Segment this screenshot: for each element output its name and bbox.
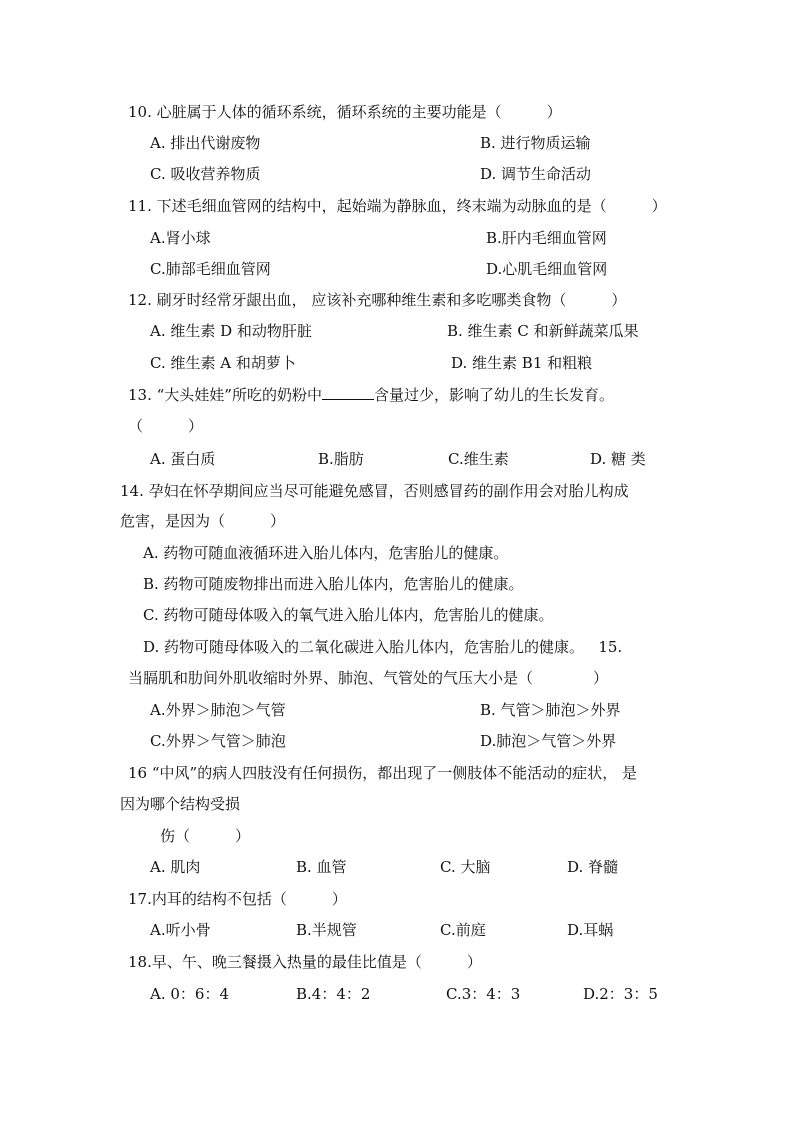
- question-15-option-b: B. 气管＞肺泡＞外界: [480, 701, 621, 719]
- question-13-stem-before: 13. “大头娃娃”所吃的奶粉中: [128, 386, 322, 404]
- question-12-option-b: B. 维生素 C 和新鲜蔬菜瓜果: [447, 322, 639, 340]
- question-16-option-d: D. 脊髓: [567, 858, 619, 876]
- question-11-option-a: A.肾小球: [150, 229, 211, 247]
- question-16-stem-line2: 因为哪个结构受损: [120, 795, 241, 813]
- question-13-option-b: B.脂肪: [318, 450, 364, 468]
- question-10-stem: 10. 心脏属于人体的循环系统，循环系统的主要功能是（ ）: [128, 103, 562, 121]
- question-12-option-d: D. 维生素 B1 和粗粮: [451, 354, 593, 372]
- question-13-stem-line2: （ ）: [128, 417, 204, 435]
- question-18-stem: 18.早、午、晚三餐摄入热量的最佳比值是（ ）: [128, 953, 482, 971]
- question-16-option-c: C. 大脑: [440, 858, 491, 876]
- fill-in-blank: [322, 385, 374, 400]
- question-13-option-d: D. 糖 类: [590, 450, 646, 468]
- question-11-option-c: C.肺部毛细血管网: [150, 260, 271, 278]
- question-13-stem: [128, 385, 614, 405]
- question-16-option-b: B. 血管: [296, 858, 347, 876]
- question-11-option-b: B.肝内毛细血管网: [486, 229, 607, 247]
- question-15-option-d: D.肺泡＞气管＞外界: [480, 732, 617, 750]
- question-17-option-b: B.半规管: [296, 921, 357, 939]
- question-18-option-a: A. 0：6：4: [150, 985, 229, 1003]
- question-15-option-a: A.外界＞肺泡＞气管: [150, 701, 286, 719]
- question-13-option-c: C.维生素: [448, 450, 509, 468]
- question-10-option-a: A. 排出代谢废物: [150, 134, 261, 152]
- question-18-option-c: C.3：4：3: [446, 985, 521, 1003]
- question-14-option-d: [143, 637, 622, 657]
- question-16-option-a: A. 肌肉: [150, 858, 201, 876]
- question-12-stem: 12. 刷牙时经常牙龈出血， 应该补充哪种维生素和多吃哪类食物（ ）: [128, 291, 627, 309]
- question-18-option-d: D.2：3：5: [583, 985, 658, 1003]
- question-17-option-a: A.听小骨: [150, 921, 211, 939]
- question-11-option-d: D.心肌毛细血管网: [486, 260, 608, 278]
- question-14-option-d-text: D. 药物可随母体吸入的二氧化碳进入胎儿体内，危害胎儿的健康。: [143, 638, 585, 656]
- question-10-option-b: B. 进行物质运输: [480, 134, 591, 152]
- question-16-stem-line3: 伤（ ）: [160, 827, 251, 845]
- question-15-option-c: C.外界＞气管＞肺泡: [150, 732, 286, 750]
- question-13-option-a: A. 蛋白质: [150, 450, 216, 468]
- question-14-option-b: B. 药物可随废物排出而进入胎儿体内，危害胎儿的健康。: [143, 575, 524, 593]
- question-10-option-c: C. 吸收营养物质: [150, 165, 261, 183]
- question-14-stem-line1: 14. 孕妇在怀孕期间应当尽可能避免感冒，否则感冒药的副作用会对胎儿构成: [120, 482, 629, 500]
- question-14-stem-line2: 危害，是因为（ ）: [120, 512, 286, 530]
- question-18-option-b: B.4：4：2: [296, 985, 371, 1003]
- question-14-option-c: C. 药物可随母体吸入的氧气进入胎儿体内，危害胎儿的健康。: [143, 606, 554, 624]
- question-11-stem: 11. 下述毛细血管网的结构中，起始端为静脉血，终末端为动脉血的是（ ）: [128, 197, 667, 215]
- question-16-stem-line1: 16 “中风”的病人四肢没有任何损伤，都出现了一侧肢体不能活动的症状， 是: [128, 764, 637, 782]
- question-10-option-d: D. 调节生命活动: [480, 165, 592, 183]
- question-13-stem-after: 含量过少，影响了幼儿的生长发育。: [373, 386, 614, 404]
- question-15-number: 15.: [598, 638, 623, 656]
- question-17-option-c: C.前庭: [440, 921, 486, 939]
- question-17-option-d: D.耳蜗: [567, 921, 614, 939]
- question-15-stem: 当膈肌和肋间外肌收缩时外界、肺泡、气管处的气压大小是（ ）: [128, 669, 609, 687]
- question-12-option-a: A. 维生素 D 和动物肝脏: [150, 322, 312, 340]
- question-14-option-a: A. 药物可随血液循环进入胎儿体内，危害胎儿的健康。: [143, 544, 509, 562]
- question-12-option-c: C. 维生素 A 和胡萝卜: [150, 354, 296, 372]
- question-17-stem: 17.内耳的结构不包括（ ）: [128, 890, 347, 908]
